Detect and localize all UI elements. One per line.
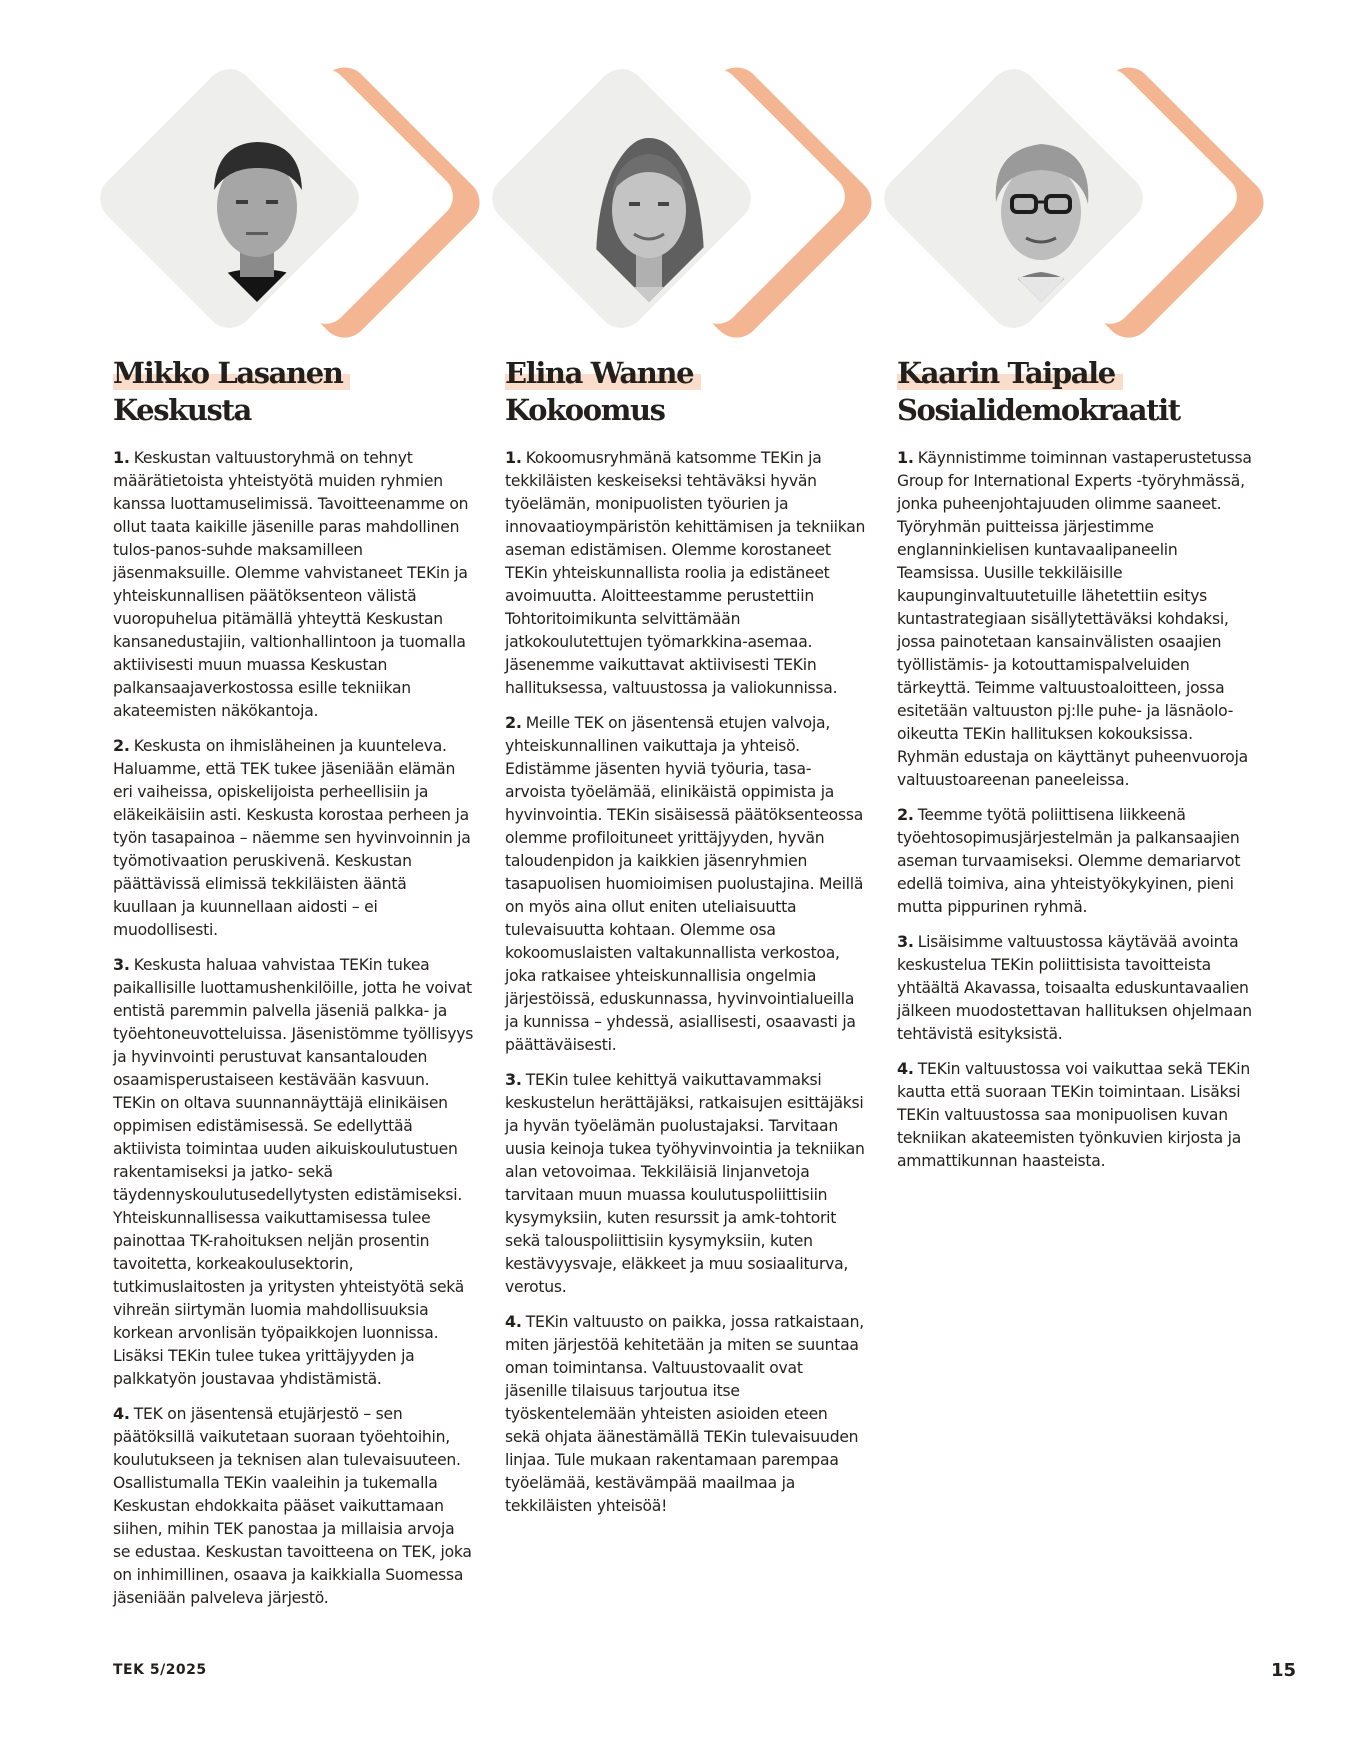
portrait-photo [128,72,386,330]
candidate-heading [505,355,885,428]
candidate-column-1 [113,0,493,1607]
portrait-graphic [113,0,493,350]
candidate-name: Kaarin Taipale [897,355,1277,392]
portrait-graphic [505,0,885,350]
candidate-name: Mikko Lasanen [113,355,493,392]
person-photo-kaarin [912,72,1170,330]
party-name: Kokoomus [505,393,665,427]
answer-paragraph: 2. Meille TEK on jäsentensä etujen valvoja, yhteiskunnallinen vaikuttaja ja yhteisö. Edistämme jäsenten hyviä työuria, tasa-arvoista työelämää, elinikäistä oppimista ja hyvinvointia. TEKin sisäisessä päätöksenteossa olemme profiloituneet yrittäjyyden, hyvän taloudenpidon ja kaikkien jäsenryhmien tasapuolisen huomioimisen puolustajina. Meillä on myös aina ollut eniten uteliaisuutta tulevaisuutta kohtaan. Olemme osa kokoomuslaisten valtakunnallista verkostoa, joka ratkaisee yhteiskunnallisia ongelmia järjestöissä, eduskunnassa, hyvinvointialueilla ja kunnissa – yhdessä, asiallisesti, osaavasti ja päättäväisesti. [505,713,864,1054]
candidate-name: Elina Wanne [505,355,885,392]
answer-paragraph: 4. TEKin valtuustossa voi vaikuttaa sekä TEKin kautta että suoraan TEKin toimintaan. Lisäksi TEKin valtuustossa saa monipuolisen kuvan tekniikan akateemisten työnkuvien kirjosta ja ammattikunnan haasteista. [897,1059,1250,1170]
answer-paragraph: 4. TEK on jäsentensä etujärjestö – sen päätöksillä vaikutetaan suoraan työehtoihin, koulutukseen ja teknisen alan tulevaisuuteen. Osallistumalla TEKin vaaleihin ja tukemalla Keskustan ehdokkaita pääset vaikuttamaan siihen, mihin TEK panostaa ja millaisia arvoja se edustaa. Keskustan tavoitteena on TEK, joka on inhimillinen, osaava ja kaikkialla Suomessa jäseniään palveleva järjestö. [113,1404,472,1607]
candidate-heading [113,355,493,428]
party-name: Keskusta [113,393,251,427]
portrait-graphic [897,0,1277,350]
candidate-heading [897,355,1277,428]
candidate-column-3 [897,0,1277,1170]
page-number: 15 [1270,1660,1296,1681]
answer-text [897,446,1259,1184]
answer-text [113,446,475,1621]
party-name: Sosialidemokraatit [897,393,1180,427]
answer-text [505,446,867,1529]
person-photo-elina [520,72,778,330]
answer-paragraph: 3. Keskusta haluaa vahvistaa TEKin tukea paikallisille luottamushenkilöille, jotta he voivat entistä paremmin palvella jäseniä palkka- ja työehtoneuvotteluissa. Jäsenistömme työllisyys ja hyvinvointi perustuvat kansantalouden osaamisperustaiseen kestävään kasvuun. TEKin on oltava suunnannäyttäjä elinikäisen oppimisen edistämisessä. Se edellyttää aktiivista toimintaa uuden aikuiskoulutustuen rakentamiseksi ja jatko- sekä täydennyskoulutusedellytysten edistämiseksi. Yhteiskunnallisessa vaikuttamisessa tulee painottaa TK-rahoituksen neljän prosentin tavoitetta, korkeakoulusektorin, tutkimuslaitosten ja yritysten yhteistyötä sekä vihreän siirtymän luomia mahdollisuuksia korkean arvonlisän työpaikkojen luonnissa. Lisäksi TEKin tulee tukea yrittäjyyden ja palkkatyön joustavaa yhdistämistä. [113,955,474,1388]
answer-paragraph: 2. Keskusta on ihmisläheinen ja kuunteleva. Haluamme, että TEK tukee jäseniään elämän eri vaiheissa, opiskelijoista perheellisiin ja eläkeikäisiin asti. Keskusta korostaa perheen ja työn tasapainoa – näemme sen hyvinvoinnin ja työmotivaation peruskivenä. Keskustan päättävissä elimissä tekkiläisten ääntä kuullaan ja kuunnellaan aidosti – ei muodollisesti. [113,736,471,939]
answer-paragraph: 2. Teemme työtä poliittisena liikkeenä työehtosopimusjärjestelmän ja palkansaajien aseman turvaamiseksi. Olemme demariarvot edellä toimiva, aina yhteistyökykyinen, pieni mutta pippurinen ryhmä. [897,805,1241,916]
portrait-photo [520,72,778,330]
answer-paragraph: 3. TEKin tulee kehittyä vaikuttavammaksi keskustelun herättäjäksi, ratkaisujen esittäjäksi ja hyvän työelämän puolustajaksi. Tarvitaan uusia keinoja tukea työhyvinvointia ja tekniikan alan vetovoimaa. Tekkiläisiä linjanvetoja tarvitaan muun muassa koulutuspoliittisiin kysymyksiin, kuten resurssit ja amk-tohtorit sekä talouspoliittisiin kysymyksiin, kuten kestävyysvaje, eläkkeet ja muu sosiaaliturva, verotus. [505,1070,865,1296]
portrait-photo [912,72,1170,330]
candidate-column-2 [505,0,885,1515]
answer-paragraph: 1. Käynnistimme toiminnan vastaperustetussa Group for International Experts -työryhmässä, jonka puheenjohtajuuden olimme saaneet. Työryhmän puitteissa järjestimme englanninkielisen kuntavaalipaneelin Teamsissa. Uusille tekkiläisille kaupunginvaltuutetuille lähetettiin esitys kuntastrategiaan sisällytettäväksi kohdaksi, jossa painotetaan kansainvälisten osaajien työllistämis- ja kotouttamispalveluiden tärkeyttä. Teimme valtuustoaloitteen, jossa esitetään valtuuston pj:lle puhe- ja läsnäolo-oikeutta TEKin hallituksen kokouksissa. Ryhmän edustaja on käyttänyt puheenvuoroja valtuustoareenan paneeleissa. [897,448,1252,789]
person-photo-mikko [128,72,386,330]
answer-paragraph: 1. Kokoomusryhmänä katsomme TEKin ja tekkiläisten keskeiseksi tehtäväksi hyvän työelämän, monipuolisten työurien ja innovaatioympäristön kehittämisen ja tekniikan aseman edistämisen. Olemme korostaneet TEKin yhteiskunnallista roolia ja edistäneet avoimuutta. Aloitteestamme perustettiin Tohtoritoimikunta selvittämään jatkokoulutettujen työmarkkina-asemaa. Jäsenemme vaikuttavat aktiivisesti TEKin hallituksessa, valtuustossa ja valiokunnissa. [505,448,866,697]
answer-paragraph: 4. TEKin valtuusto on paikka, jossa ratkaistaan, miten järjestöä kehitetään ja miten se suuntaa oman toimintansa. Valtuustovaalit ovat jäsenille tilaisuus tarjoutua itse työskentelemään yhteisten asioiden eteen sekä ohjata äänestämällä TEKin tulevaisuuden linjaa. Tule mukaan rakentamaan parempaa työelämää, kestävämpää maailmaa ja tekkiläisten yhteisöä! [505,1312,864,1515]
answer-paragraph: 3. Lisäisimme valtuustossa käytävää avointa keskustelua TEKin poliittisista tavoitteista yhtäältä Akavassa, toisaalta eduskuntavaalien jälkeen muodostettavan hallituksen ohjelmaan tehtävistä esityksistä. [897,932,1252,1043]
publication-label: TEK 5/2025 [113,1662,207,1678]
answer-paragraph: 1. Keskustan valtuustoryhmä on tehnyt määrätietoista yhteistyötä muiden ryhmien kanssa luottamuselimissä. Tavoitteenamme on ollut taata kaikille jäsenille paras mahdollinen tulos-panos-suhde maksamilleen jäsenmaksuille. Olemme vahvistaneet TEKin ja yhteiskunnallisen päätöksenteon välistä vuoropuhelua pitämällä yhteyttä Keskustan kansanedustajiin, valtionhallintoon ja tuomalla aktiivisesti muun muassa Keskustan palkansaajaverkostossa esille tekniikan akateemisten näkökantoja. [113,448,469,720]
